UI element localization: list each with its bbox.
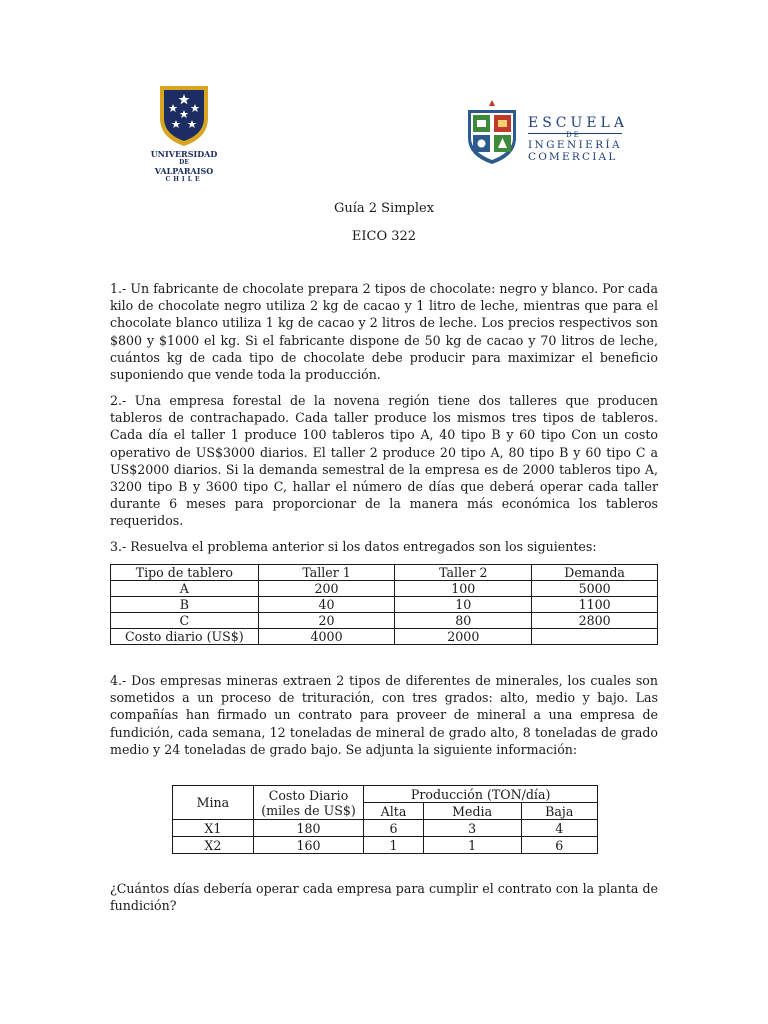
table-header-row	[111, 565, 658, 581]
problem-2-text: 2.- Una empresa forestal de la novena región tiene dos talleres que producen tableros de contrachapado. Cada taller produce los mismos tres tipos de tableros. Cada día el taller 1 produce 100 tableros tipo A, 40 tipo B y 60 tipo Con un costo operativo de US$3000 diarios. El taller 2 produce 20 tipo A, 80 tipo B y 60 tipo C a US$2000 diarios. Si la demanda semestral de la empresa es de 2000 tableros tipo A, 3200 tipo B y 3600 tipo C, hallar el número de días que deberá operar cada taller durante 6 meses para proporcionar de la manera más económica los tableros requeridos.	[110, 393, 658, 529]
table-cell: B	[111, 597, 259, 613]
table-cell: 2800	[532, 613, 658, 629]
table-cell: A	[111, 581, 259, 597]
table-header: Producción (TON/día)	[364, 786, 598, 803]
table-cell: 4000	[258, 629, 395, 645]
costo-header-line2: (miles de US$)	[261, 802, 356, 818]
costo-header-line1: Costo Diario	[268, 787, 349, 803]
minas-table	[172, 785, 598, 854]
table-cell	[532, 629, 658, 645]
table-cell: 100	[395, 581, 532, 597]
final-question-text: ¿Cuántos días debería operar cada empresa para cumplir el contrato con la planta de fundición?	[110, 881, 658, 914]
table-cell: 1	[423, 837, 521, 854]
table-header	[253, 786, 364, 820]
table-header: Taller 1	[258, 565, 395, 581]
table-cell: X1	[173, 820, 254, 837]
table-cell: 160	[253, 837, 364, 854]
table-header: Tipo de tablero	[111, 565, 259, 581]
guide-title: Guía 2 Simplex	[333, 201, 435, 216]
problem-1-text: 1.- Un fabricante de chocolate prepara 2 tipos de chocolate: negro y blanco. Por cada kilo de chocolate negro utiliza 2 kg de cacao y 1 litro de leche, mientras que para el chocolate blanco utiliza 1 kg de cacao y 2 litros de leche. Los precios respectivos son $800 y $1000 el kg. Si el fabricante dispone de 50 kg de cacao y 70 litros de leche, cuántos kg de cada tipo de chocolate debe producir para maximizar el beneficio suponiendo que vende toda la producción.	[110, 281, 658, 383]
table-cell: Costo diario (US$)	[111, 629, 259, 645]
university-name-line2: DE	[179, 159, 189, 166]
course-code: EICO 322	[351, 229, 417, 244]
universidad-valparaiso-logo	[148, 84, 220, 188]
table-header: Media	[423, 803, 521, 820]
problem-4-text: 4.- Dos empresas mineras extraen 2 tipos de diferentes de minerales, los cuales son sometidos a un proceso de trituración, con tres grados: alto, medio y bajo. Las compañías han firmado un contrato para proveer de mineral a una empresa de fundición, cada semana, 12 toneladas de mineral de grado alto, 8 toneladas de grado medio y 24 toneladas de grado bajo. Se adjunta la siguiente información:	[110, 673, 658, 757]
escuela-shield-icon	[464, 100, 520, 166]
table-row	[111, 629, 658, 645]
table-cell: C	[111, 613, 259, 629]
table-cell: 4	[521, 820, 598, 837]
table-row	[173, 820, 598, 837]
table-header: Mina	[173, 786, 254, 820]
table-cell: 200	[258, 581, 395, 597]
table-row	[111, 613, 658, 629]
table-cell: 20	[258, 613, 395, 629]
table-row	[173, 837, 598, 854]
escuela-name-line1: ESCUELA	[528, 115, 628, 131]
table-cell: 2000	[395, 629, 532, 645]
table-row	[111, 597, 658, 613]
university-shield-icon	[158, 84, 210, 148]
university-name-line4: CHILE	[165, 176, 203, 183]
table-cell: X2	[173, 837, 254, 854]
table-cell: 3	[423, 820, 521, 837]
table-cell: 6	[364, 820, 424, 837]
table-cell: 180	[253, 820, 364, 837]
table-cell: 1	[364, 837, 424, 854]
table-cell: 5000	[532, 581, 658, 597]
table-cell: 80	[395, 613, 532, 629]
table-cell: 40	[258, 597, 395, 613]
escuela-name-line4: COMERCIAL	[528, 151, 618, 163]
escuela-name-line3: INGENIERÍA	[528, 139, 623, 151]
university-name-line1: UNIVERSIDAD	[150, 149, 218, 159]
table-cell: 6	[521, 837, 598, 854]
table-header-row	[173, 786, 598, 803]
table-header: Baja	[521, 803, 598, 820]
table-cell: 10	[395, 597, 532, 613]
table-cell: 1100	[532, 597, 658, 613]
university-name-line3: VALPARAISO	[154, 166, 214, 176]
table-header: Taller 2	[395, 565, 532, 581]
table-header: Alta	[364, 803, 424, 820]
escuela-name-line2: DE	[566, 131, 581, 139]
table-row	[111, 581, 658, 597]
tableros-table	[110, 564, 658, 645]
problem-3-text: 3.- Resuelva el problema anterior si los datos entregados son los siguientes:	[110, 539, 597, 554]
table-header: Demanda	[532, 565, 658, 581]
escuela-ingenieria-logo	[462, 100, 632, 170]
